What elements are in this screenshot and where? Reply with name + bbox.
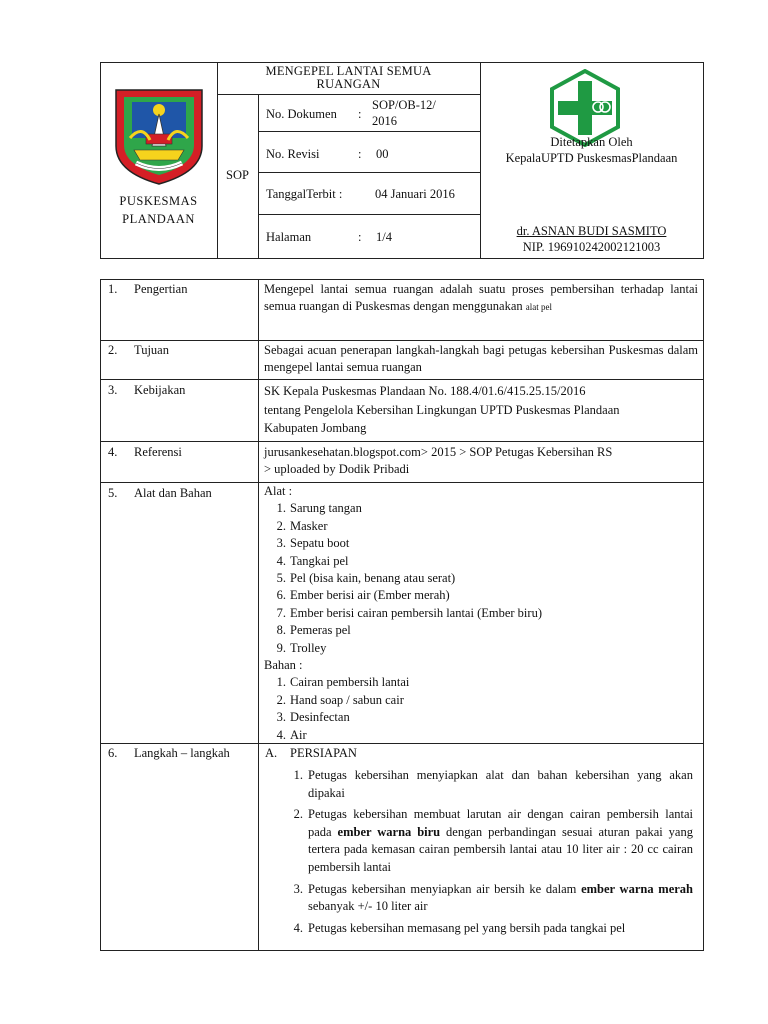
section-4-title: Referensi [134,445,182,459]
section-3-line3: Kabupaten Jombang [264,421,367,435]
section-3-line1: SK Kepala Puskesmas Plandaan No. 188.4/01.6/415.25.15/2016 [264,384,586,398]
section-6-number: 6. [108,746,118,760]
issue-date-label: TanggalTerbit : [266,187,343,201]
list-item: 4. Air [276,727,307,742]
section-6-title: Langkah – langkah [134,746,230,760]
doc-number-label: No. Dokumen [266,107,337,121]
section-2-number: 2. [108,343,118,357]
list-item: 3. Sepatu boot [276,536,350,551]
revision-label: No. Revisi [266,147,320,161]
doc-number-sep: : [358,107,362,121]
list-item: 8. Pemeras pel [276,623,351,638]
section-1-text: Mengepel lantai semua ruangan adalah suatu proses pembersihan terhadap lantai semua ruangan di Puskesmas dengan menggunakan [264,282,698,313]
sop-label: SOP [226,168,249,182]
institution-name-line1: PUSKESMAS [119,194,198,208]
list-item: 1. Cairan pembersih lantai [276,675,410,690]
list-item: 9. Trolley [276,640,327,655]
list-item: 6. Ember berisi air (Ember merah) [276,588,450,603]
revision-value: 00 [376,147,389,161]
alat-list [264,500,700,657]
page-label: Halaman [266,230,312,244]
subsection-title: PERSIAPAN [290,746,357,760]
page-sep: : [358,230,362,244]
step-item: 2. Petugas kebersihan membuat larutan air dengan cairan pembersih lantai pada ember warna biru dengan perbandingan sesuai aturan pakai yang tertera pada kemasan cairan pembersih lantai atau 10 liter air : 20 cc cairan pembersih lantai [293,807,693,874]
list-item: 2. Hand soap / sabun cair [276,692,404,707]
approval-line1: Ditetapkan Oleh [550,135,633,149]
step-item: 4. Petugas kebersihan memasang pel yang bersih pada tangkai pel [293,920,626,935]
subsection-letter: A. [265,746,278,760]
section-5-number: 5. [108,486,118,500]
section-3-number: 3. [108,383,118,397]
alat-label: Alat : [264,484,293,498]
section-1-number: 1. [108,282,118,296]
approval-line2: KepalaUPTD PuskesmasPlandaan [505,151,678,165]
list-item: 5. Pel (bisa kain, benang atau serat) [276,571,456,586]
signatory-nip: NIP. 196910242002121003 [522,240,661,254]
section-3-line2: tentang Pengelola Kebersihan Lingkungan UPTD Puskesmas Plandaan [264,402,620,417]
section-1-title: Pengertian [134,282,188,296]
step-item: 1. Petugas kebersihan menyiapkan alat dan bahan kebersihan yang akan dipakai [293,768,693,800]
section-4-line2: > uploaded by Dodik Pribadi [264,462,410,476]
list-item: 7. Ember berisi cairan pembersih lantai (Ember biru) [276,605,542,620]
list-item: 4. Tangkai pel [276,553,349,568]
bahan-label: Bahan : [264,658,303,673]
institution-name-line2: PLANDAAN [122,212,195,226]
section-2-text: Sebagai acuan penerapan langkah-langkah bagi petugas kebersihan Puskesmas dalam mengepel lantai semua ruangan [264,343,698,374]
section-4-line1: jurusankesehatan.blogspot.com> 2015 > SOP Petugas Kebersihan RS [264,445,613,459]
signatory-name: dr. ASNAN BUDI SASMITO [516,224,667,238]
list-item: 1. Sarung tangan [276,501,362,516]
document-title-line2: RUANGAN [316,77,381,91]
section-3-title: Kebijakan [134,383,186,397]
page-value: 1/4 [376,230,392,244]
revision-sep: : [358,147,362,161]
section-2-title: Tujuan [134,343,169,357]
section-1-content [264,281,698,316]
section-5-title: Alat dan Bahan [134,486,212,500]
list-item: 2. Masker [276,518,328,533]
doc-number-value-line2: 2016 [372,114,397,128]
list-item: 3. Desinfectan [276,710,350,725]
step-item: 3. Petugas kebersihan menyiapkan air bersih ke dalam ember warna merah sebanyak +/- 10 liter air [293,881,693,914]
doc-number-value-line1: SOP/OB-12/ [372,98,436,112]
section-1-text-small: alat pel [525,302,552,312]
section-4-number: 4. [108,445,118,459]
regional-emblem-logo [112,88,206,186]
issue-date-value: 04 Januari 2016 [375,187,455,201]
bahan-list [264,674,700,744]
document-title-line1: MENGEPEL LANTAI SEMUA [265,64,432,78]
steps-list [258,767,699,941]
